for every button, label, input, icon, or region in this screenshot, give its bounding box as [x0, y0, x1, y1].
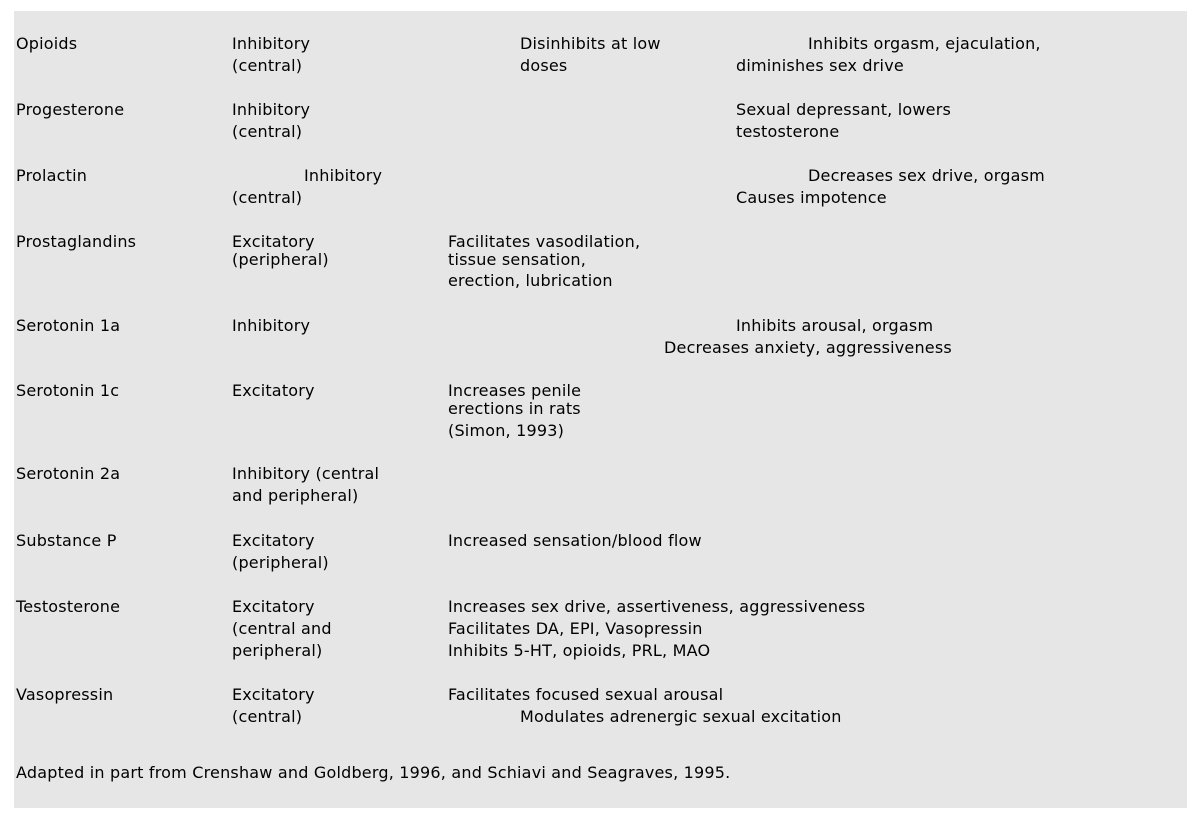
row-2-inhibition-line-1: Decreases sex drive, orgasm [808, 166, 1045, 185]
row-0-effect-line-1: Inhibitory [232, 34, 311, 53]
row-9-facilitation-line-1: Facilitates focused sexual arousal [448, 685, 724, 704]
table-panel [14, 11, 1187, 808]
row-7-effect-line-1: Excitatory [232, 531, 315, 550]
row-6-effect-line-1: Inhibitory (central [232, 464, 380, 483]
row-1-inhibition-line-2: testosterone [736, 122, 840, 141]
row-5-effect-line-1: Excitatory [232, 381, 315, 400]
row-0-name: Opioids [16, 34, 78, 53]
source-footnote: Adapted in part from Crenshaw and Goldberg, 1996, and Schiavi and Seagraves, 1995. [16, 763, 731, 782]
row-5-name: Serotonin 1c [16, 381, 120, 400]
row-2-name: Prolactin [16, 166, 88, 185]
row-5-facilitation-line-1: Increases penile [448, 381, 582, 400]
row-3-facilitation-line-3: erection, lubrication [448, 271, 613, 290]
row-4-inhibition-line-1: Inhibits arousal, orgasm [736, 316, 934, 335]
row-4-name: Serotonin 1a [16, 316, 121, 335]
row-5-facilitation-line-2: erections in rats [448, 399, 581, 418]
row-8-effect-line-3: peripheral) [232, 641, 323, 660]
row-3-facilitation-line-1: Facilitates vasodilation, [448, 232, 641, 251]
row-9-name: Vasopressin [16, 685, 114, 704]
row-4-effect-line-1: Inhibitory [232, 316, 311, 335]
row-8-effect-line-1: Excitatory [232, 597, 315, 616]
row-5-facilitation-line-3: (Simon, 1993) [448, 421, 565, 440]
row-2-effect-line-1: Inhibitory [304, 166, 383, 185]
row-0-effect-line-2: (central) [232, 56, 303, 75]
row-1-inhibition-line-1: Sexual depressant, lowers [736, 100, 952, 119]
row-1-name: Progesterone [16, 100, 125, 119]
row-9-effect-line-1: Excitatory [232, 685, 315, 704]
row-8-name: Testosterone [16, 597, 121, 616]
row-9-effect-line-2: (central) [232, 707, 303, 726]
row-1-effect-line-1: Inhibitory [232, 100, 311, 119]
row-9-facilitation-line-2: Modulates adrenergic sexual excitation [520, 707, 842, 726]
row-2-inhibition-line-2: Causes impotence [736, 188, 887, 207]
row-0-facilitation-line-2: doses [520, 56, 568, 75]
row-4-inhibition-line-2: Decreases anxiety, aggressiveness [664, 338, 952, 357]
row-8-effect-line-2: (central and [232, 619, 332, 638]
row-8-facilitation-line-3: Inhibits 5-HT, opioids, PRL, MAO [448, 641, 711, 660]
row-6-effect-line-2: and peripheral) [232, 486, 359, 505]
row-3-facilitation-line-2: tissue sensation, [448, 250, 587, 269]
row-7-effect-line-2: (peripheral) [232, 553, 329, 572]
row-7-facilitation-line-1: Increased sensation/blood flow [448, 531, 702, 550]
row-8-facilitation-line-2: Facilitates DA, EPI, Vasopressin [448, 619, 703, 638]
row-0-inhibition-line-1: Inhibits orgasm, ejaculation, [808, 34, 1041, 53]
row-0-facilitation-line-1: Disinhibits at low [520, 34, 661, 53]
row-8-facilitation-line-1: Increases sex drive, assertiveness, aggressiveness [448, 597, 866, 616]
row-3-name: Prostaglandins [16, 232, 137, 251]
row-3-effect-line-1: Excitatory [232, 232, 315, 251]
row-1-effect-line-2: (central) [232, 122, 303, 141]
row-7-name: Substance P [16, 531, 117, 550]
row-6-name: Serotonin 2a [16, 464, 121, 483]
row-0-inhibition-line-2: diminishes sex drive [736, 56, 904, 75]
row-3-effect-line-2: (peripheral) [232, 250, 329, 269]
row-2-effect-line-2: (central) [232, 188, 303, 207]
